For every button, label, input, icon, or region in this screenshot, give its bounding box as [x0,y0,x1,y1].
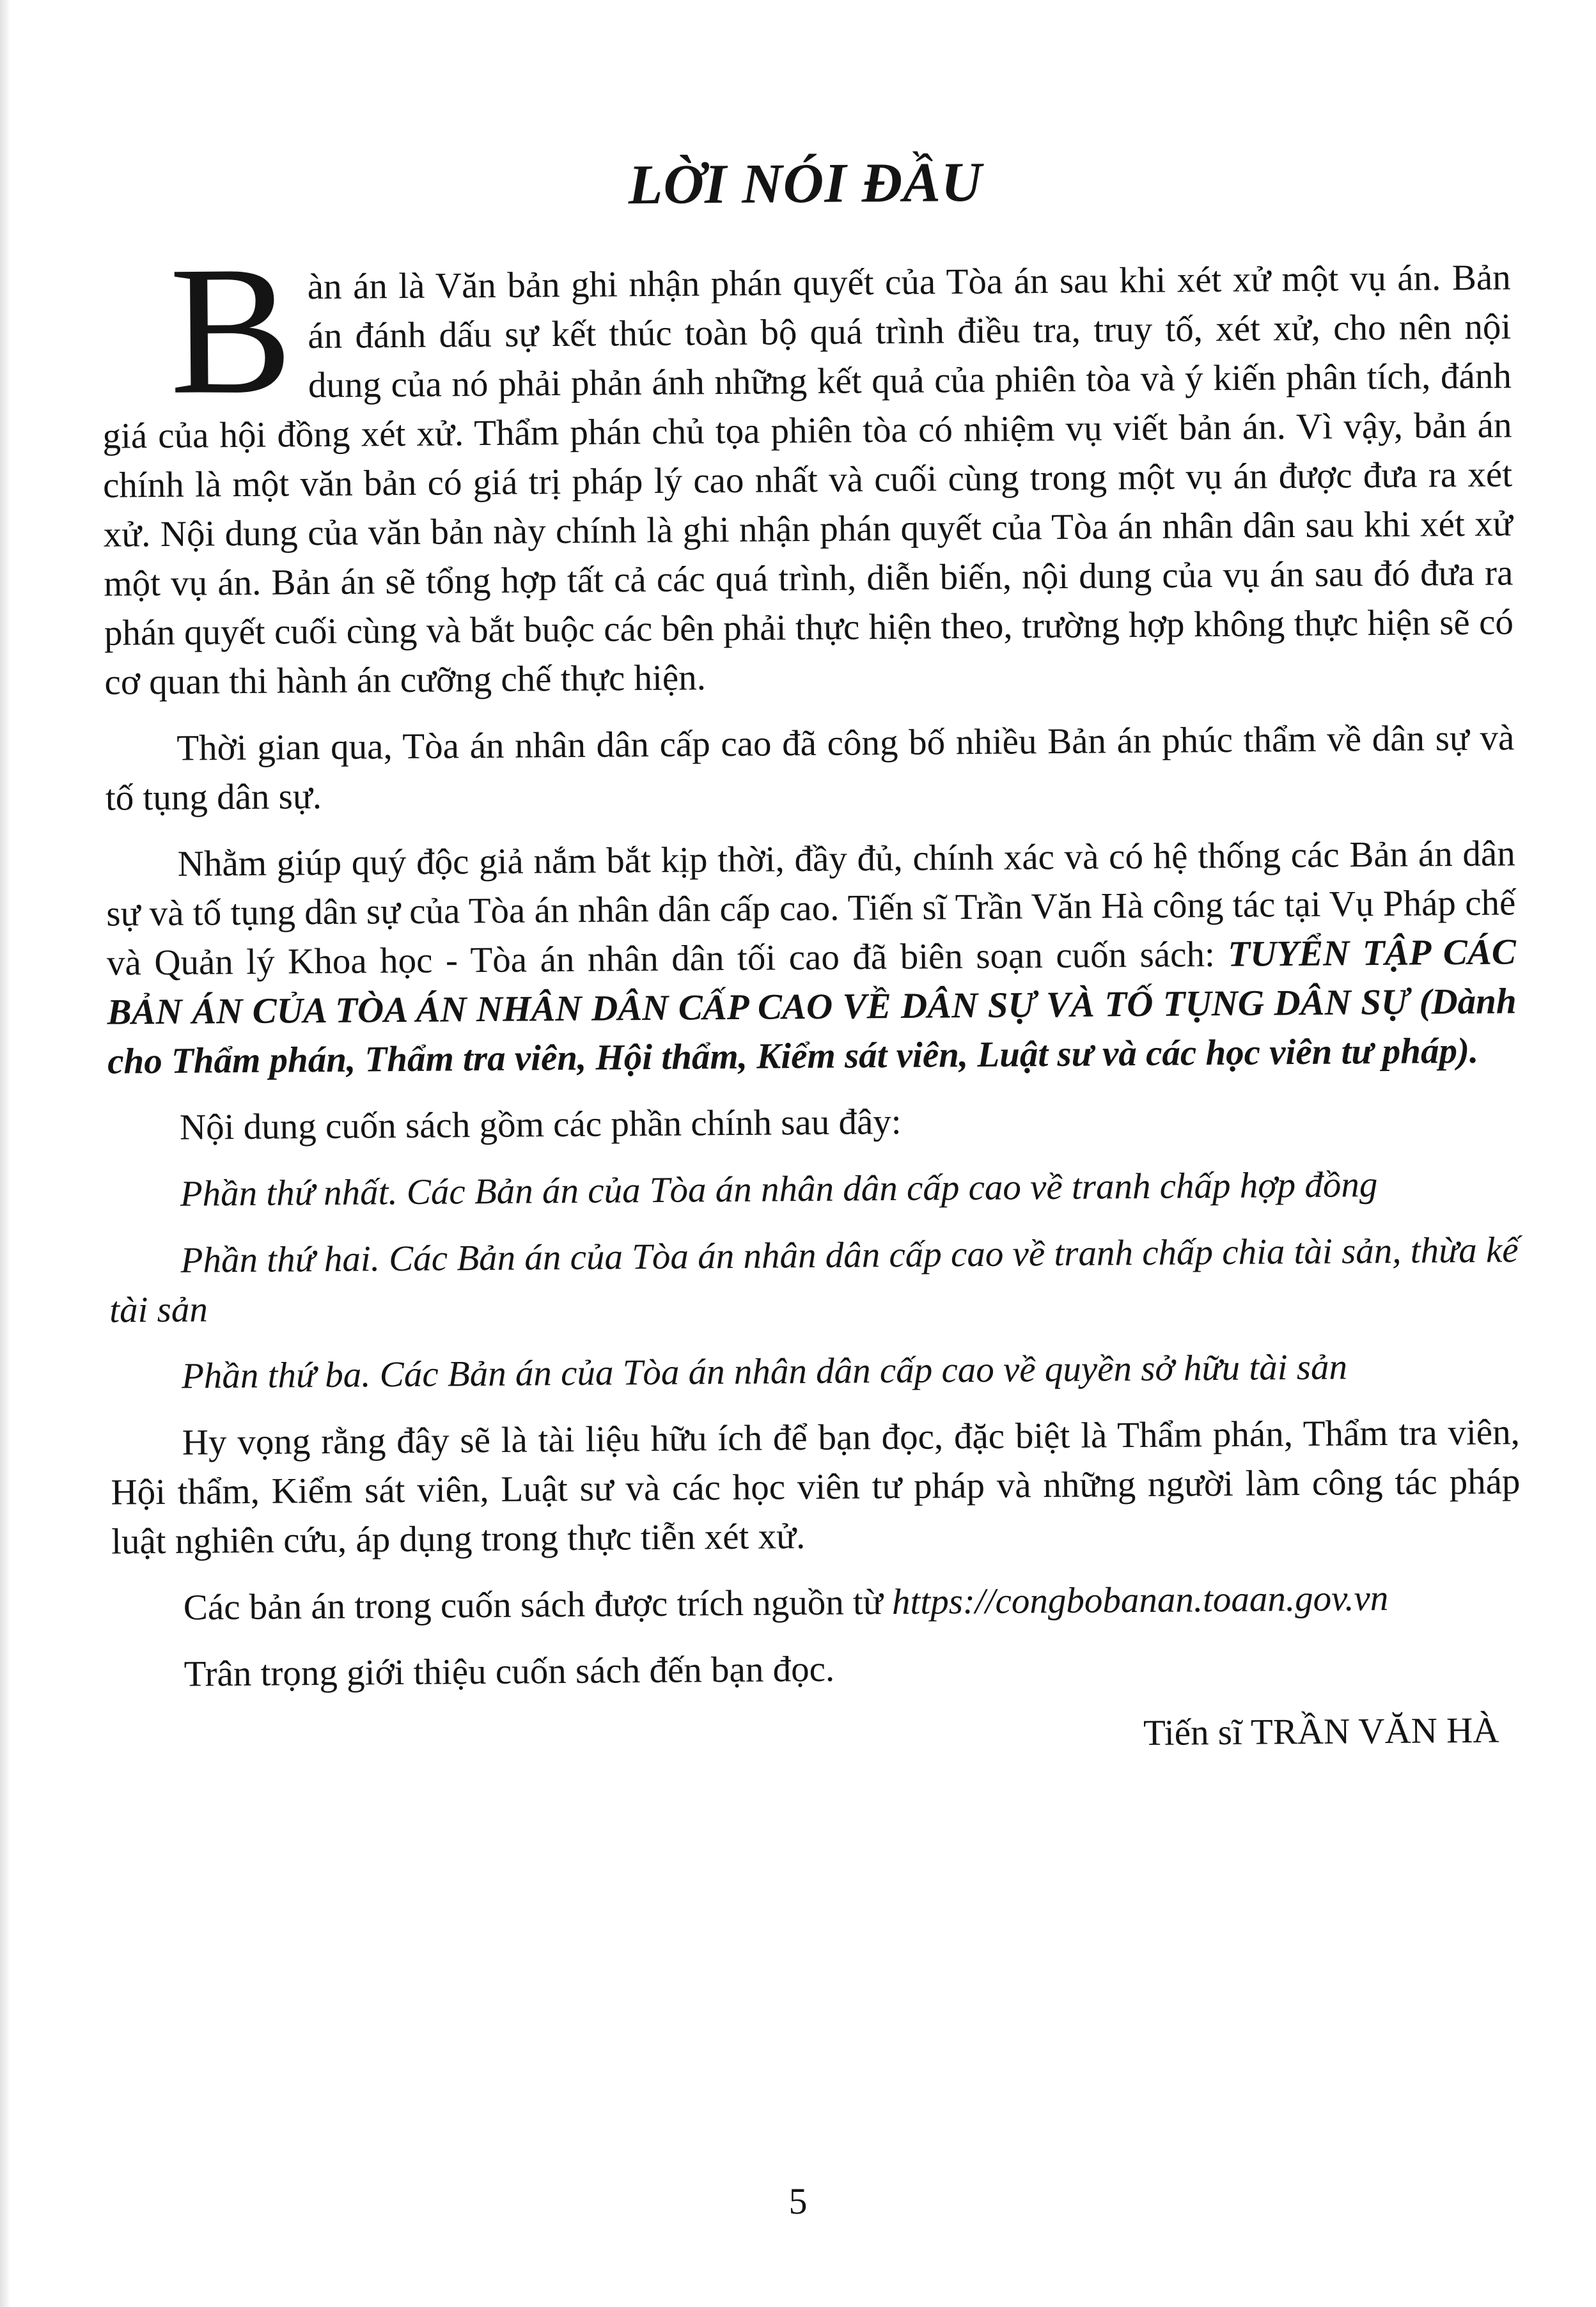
part-item-3: Phần thứ ba. Các Bản án của Tòa án nhân dân cấp cao về quyền sở hữu tài sản [181,1347,1348,1396]
part-item-1: Phần thứ nhất. Các Bản án của Tòa án nhân dân cấp cao về tranh chấp hợp đồng [180,1164,1378,1214]
signature-author: Tiến sĩ TRẦN VĂN HÀ [1143,1710,1499,1753]
part-item-2: Phần thứ hai. Các Bản án của Tòa án nhân dân cấp cao về tranh chấp chia tài sản, thừa kế tài sản [109,1230,1519,1331]
foreword-paragraph-2: Thời gian qua, Tòa án nhân dân cấp cao đã công bố nhiều Bản án phúc thẩm về dân sự và tố tụng dân sự. [105,717,1515,818]
scan-edge-shadow [0,0,10,2307]
page-number: 5 [788,2180,808,2222]
page-title: LỜI NÓI ĐẦU [628,151,983,217]
drop-cap-letter: B [168,228,293,433]
paragraph-1-text: àn án là Văn bản ghi nhận phán quyết của Tòa án sau khi xét xử một vụ án. Bản án đánh dấu sự kết thúc toàn bộ quá trình điều tra, truy tố, xét xử, cho nên nội dung của nó phải phản ánh những kết quả của phiên tòa và ý kiến phân tích, đánh giá của hội đồng xét xử. Thẩm phán chủ tọa phiên tòa có nhiệm vụ viết bản án. Vì vậy, bản án chính là một văn bản có giá trị pháp lý cao nhất và cuối cùng trong một vụ án được đưa ra xét xử. Nội dung của văn bản này chính là ghi nhận phán quyết của Tòa án nhân dân sau khi xét xử một vụ án. Bản án sẽ tổng hợp tất cả các quá trình, diễn biến, nội dung của vụ án sau đó đưa ra phán quyết cuối cùng và bắt buộc các bên phải thực hiện theo, trường hợp không thực hiện sẽ có cơ quan thi hành án cưỡng chế thực hiện. [102,257,1514,703]
paragraph-3-lead: Nhằm giúp quý độc giả nắm bắt kịp thời, đầy đủ, chính xác và có hệ thống các Bản án dân sự và tố tụng dân sự của Tòa án nhân dân cấp cao. Tiến sĩ Trần Văn Hà công tác tại Vụ Pháp chế và Quản lý Khoa học - Tòa án nhân dân tối cao đã biên soạn cuốn sách: [106,833,1516,983]
foreword-paragraph-1 [101,228,1514,707]
foreword-paragraph-6 [112,1572,1522,1632]
source-note-lead: Các bản án trong cuốn sách được trích nguồn từ [183,1582,893,1628]
foreword-paragraph-3 [106,829,1517,1086]
source-url-text: https://congbobanan.toaan.gov.vn [891,1577,1389,1623]
book-audience-note: (Dành cho Thẩm phán, Thẩm tra viên, Hội thẩm, Kiểm sát viên, Luật sư và các học viên tư pháp). [107,981,1517,1082]
page-content [100,143,1522,1765]
book-title-emphasis: TUYỂN TẬP CÁC BẢN ÁN CỦA TÒA ÁN NHÂN DÂN CẤP CAO VỀ DÂN SỰ VÀ TỐ TỤNG DÂN SỰ [107,932,1517,1033]
foreword-paragraph-4: Nội dung cuốn sách gồm các phần chính sau đây: [179,1101,902,1148]
foreword-paragraph-5: Hy vọng rằng đây sẽ là tài liệu hữu ích để bạn đọc, đặc biệt là Thẩm phán, Thẩm tra viên, Hội thẩm, Kiểm sát viên, Luật sư và các học viên tư pháp và những người làm công tác pháp luật nghiên cứu, áp dụng trong thực tiễn xét xử. [111,1412,1521,1562]
foreword-body [101,228,1522,1765]
foreword-paragraph-7: Trân trọng giới thiệu cuốn sách đến bạn đọc. [184,1648,835,1694]
